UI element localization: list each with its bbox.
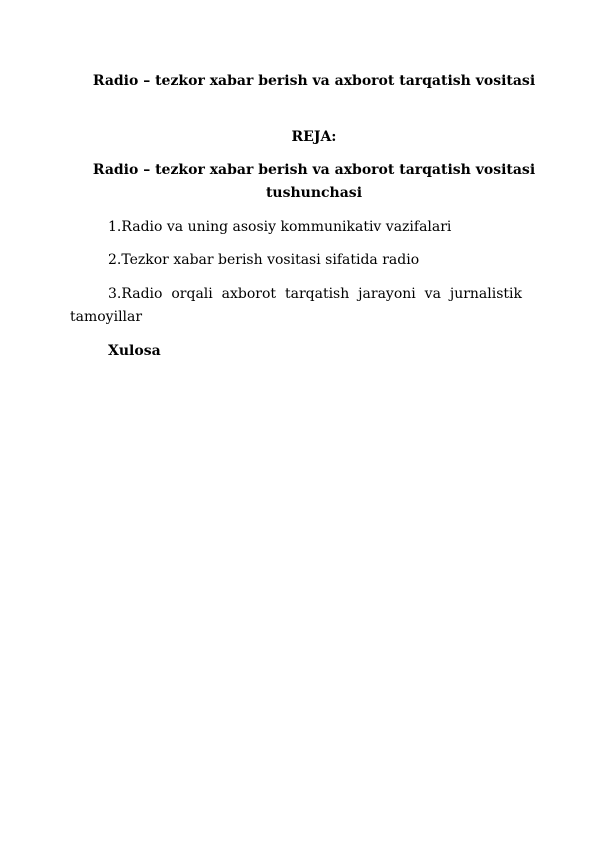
plan-item: 2.Tezkor xabar berish vositasi sifatida radio — [108, 252, 420, 268]
plan-item: 3.Radio orqali axborot tarqatish jarayoni va jurnalistik tamoyillar — [70, 286, 522, 325]
plan-item: 1.Radio va uning asosiy kommunikativ vazifalari — [108, 219, 452, 235]
section-title: Radio – tezkor xabar berish va axborot tarqatish vositasi tushunchasi — [92, 162, 536, 201]
conclusion-heading: Xulosa — [108, 343, 161, 359]
plan-heading: REJA: — [291, 129, 337, 145]
document-title: Radio – tezkor xabar berish va axborot tarqatish vositasi — [92, 73, 536, 89]
